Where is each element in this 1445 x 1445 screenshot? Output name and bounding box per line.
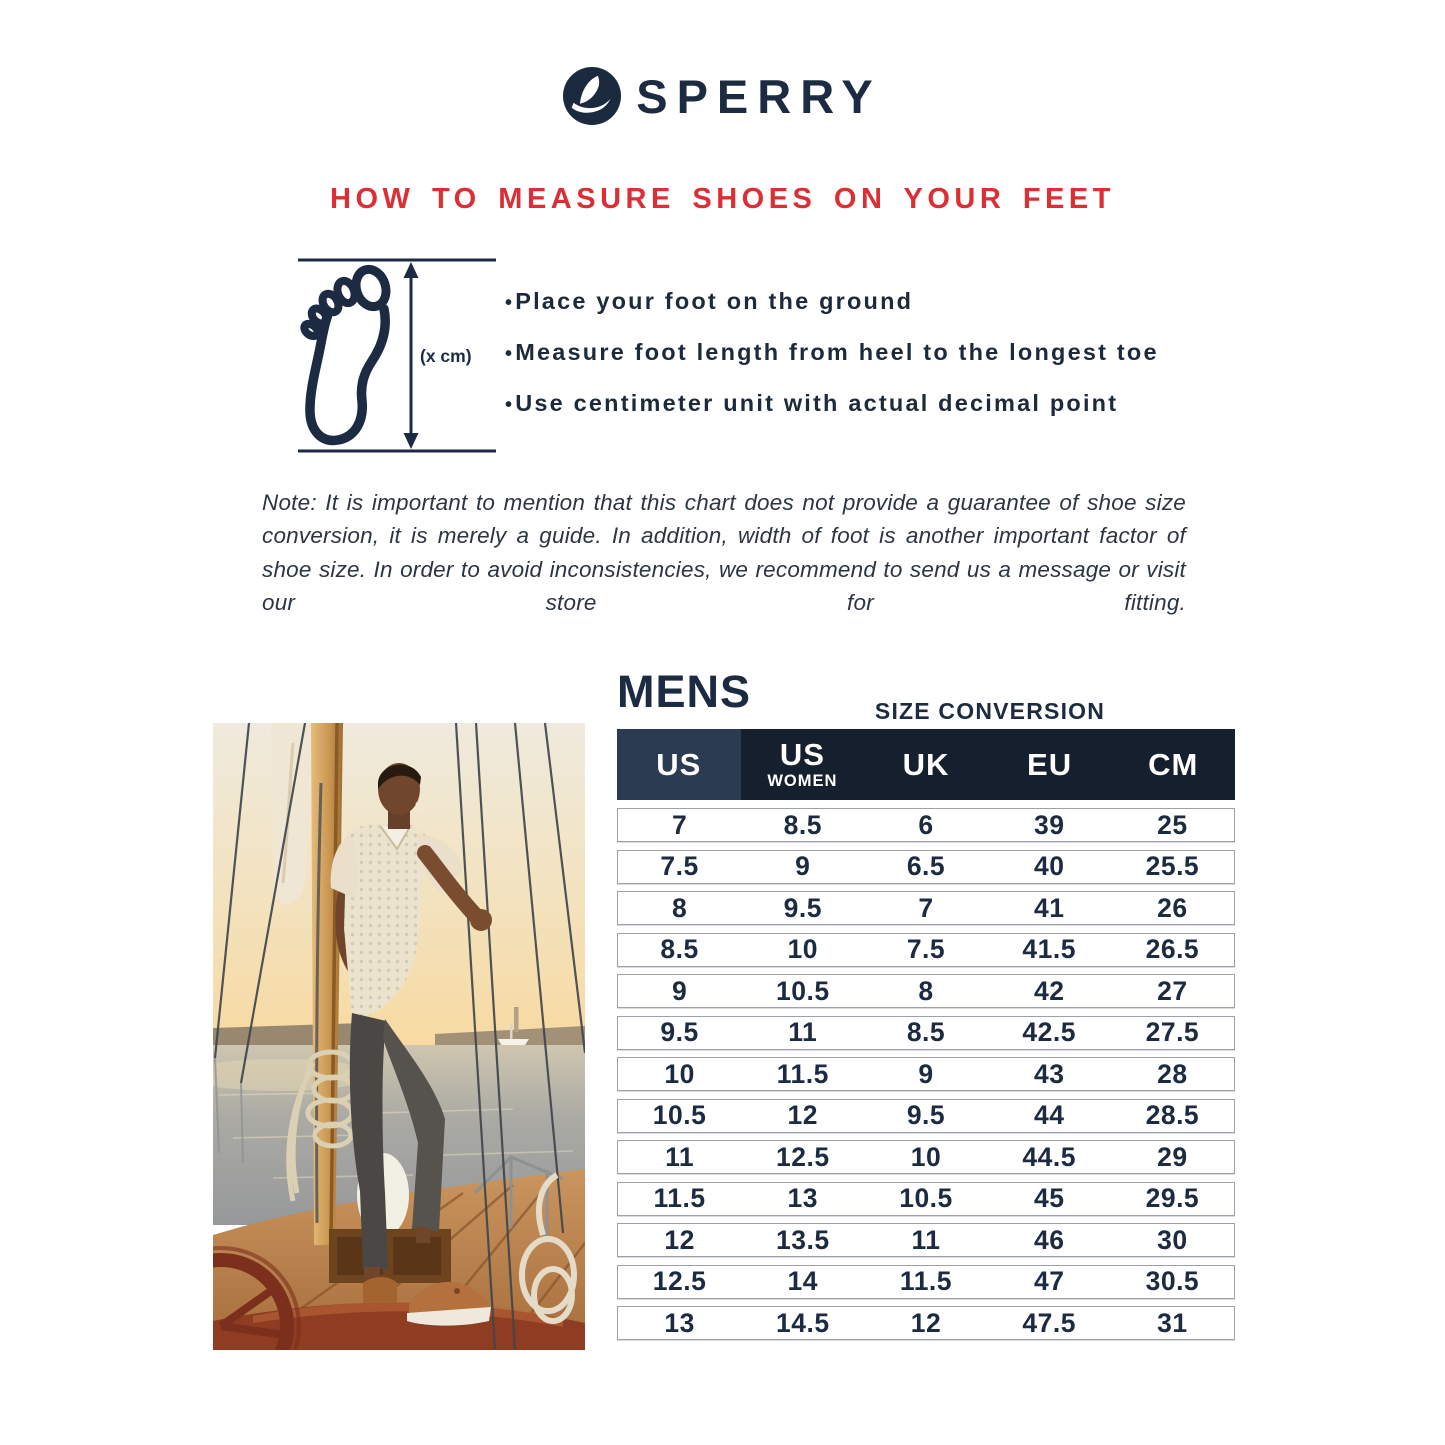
size-cell: 25	[1157, 809, 1188, 840]
deck-box	[329, 1229, 451, 1283]
size-row	[617, 891, 1235, 925]
chart-subtitle: SIZE CONVERSION	[874, 698, 1106, 724]
size-cell: 46	[1033, 1224, 1065, 1255]
bullet-text: Measure foot length from heel to the longest toe	[515, 339, 1159, 365]
size-cell: 42.5	[1022, 1017, 1076, 1047]
size-cell: 27.5	[1145, 1017, 1200, 1047]
footprint-icon	[302, 265, 391, 440]
size-cell: 9	[918, 1058, 934, 1089]
size-cell: 10.5	[899, 1183, 953, 1213]
column-header-eu: EU	[1027, 747, 1073, 782]
size-row	[617, 1223, 1235, 1257]
size-cell: 9.5	[783, 892, 822, 923]
size-row	[617, 1099, 1235, 1133]
size-cell: 28.5	[1145, 1100, 1200, 1130]
size-cell: 11	[788, 1017, 818, 1047]
foot-measure-diagram	[294, 250, 500, 462]
size-cell: 12	[910, 1307, 942, 1338]
size-cell: 44	[1033, 1100, 1065, 1130]
size-row	[617, 1057, 1235, 1091]
size-table-header	[617, 729, 1235, 800]
size-cell: 8.5	[906, 1017, 946, 1047]
size-cell: 10	[787, 934, 819, 964]
size-cell: 11	[665, 1141, 695, 1172]
size-cell: 9.5	[660, 1017, 699, 1047]
size-cell: 25.5	[1145, 851, 1200, 881]
size-table-body	[617, 808, 1235, 1340]
size-cell: 42	[1033, 975, 1065, 1006]
size-cell: 6.5	[906, 851, 946, 881]
size-row	[617, 933, 1235, 967]
size-cell: 7.5	[660, 851, 699, 881]
size-cell: 29	[1157, 1141, 1188, 1172]
column-header-us-women: US WOMEN	[767, 737, 838, 791]
size-row	[617, 808, 1235, 842]
size-cell: 7	[671, 809, 688, 840]
measure-bullet	[505, 337, 1185, 369]
size-cell: 28	[1157, 1058, 1188, 1089]
size-cell: 47	[1033, 1266, 1065, 1296]
size-row	[617, 1182, 1235, 1216]
size-conversion-chart	[617, 666, 1235, 1340]
size-row	[617, 1265, 1235, 1299]
disclaimer-note: Note: It is important to mention that this chart does not provide a guarantee of shoe size conversion, it is merely a guide. In addition, width of foot is another important factor of shoe size. In order to avoid inconsistencies, we recommend to send us a message or visit our store for fitting.	[262, 490, 1186, 616]
size-cell: 7	[918, 892, 934, 923]
size-cell: 10.5	[776, 975, 830, 1006]
size-cell: 7.5	[906, 934, 946, 964]
size-cell: 8.5	[660, 934, 699, 964]
size-cell: 11.5	[776, 1058, 829, 1089]
size-cell: 6	[918, 809, 934, 840]
size-cell: 9	[795, 851, 811, 881]
size-cell: 13	[787, 1183, 819, 1213]
size-cell: 8	[671, 892, 688, 923]
size-cell: 9.5	[906, 1100, 946, 1130]
size-cell: 10	[910, 1141, 942, 1172]
measure-bullet	[505, 388, 1185, 420]
size-cell: 45	[1033, 1183, 1065, 1213]
size-cell: 11.5	[899, 1266, 953, 1296]
size-cell: 14	[787, 1266, 819, 1296]
diagram-length-label: (x cm)	[420, 346, 472, 366]
size-cell: 26	[1157, 892, 1188, 923]
size-cell: 41	[1033, 892, 1065, 923]
size-cell: 47.5	[1022, 1307, 1076, 1338]
sperry-sailboat-logo-icon	[563, 67, 621, 125]
size-cell: 30.5	[1145, 1266, 1200, 1296]
column-header-uk: UK	[902, 747, 950, 782]
size-cell: 8	[918, 975, 934, 1006]
size-cell: 43	[1033, 1058, 1065, 1089]
size-cell: 13	[664, 1307, 695, 1338]
size-cell: 8.5	[783, 809, 822, 840]
size-cell: 13.5	[776, 1224, 830, 1255]
size-cell: 44.5	[1022, 1141, 1076, 1172]
section-title-mens: MENS	[617, 666, 752, 717]
size-row	[617, 850, 1235, 884]
size-cell: 41.5	[1022, 934, 1076, 964]
size-cell: 12	[787, 1100, 819, 1130]
size-cell: 26.5	[1145, 934, 1200, 964]
size-row	[617, 1016, 1235, 1050]
brand-header	[0, 64, 1445, 128]
size-cell: 12.5	[652, 1266, 707, 1296]
measure-bullets	[505, 286, 1185, 439]
size-cell: 31	[1157, 1307, 1188, 1338]
bullet-text: Place your foot on the ground	[515, 288, 914, 314]
size-row	[617, 1140, 1235, 1174]
size-cell: 11	[911, 1224, 941, 1255]
bullet-dot: •	[505, 394, 515, 416]
boat-photo	[213, 723, 585, 1350]
size-cell: 10	[664, 1058, 695, 1089]
brand-name: SPERRY	[636, 69, 882, 123]
bullet-dot: •	[505, 343, 515, 365]
measure-bullet	[505, 286, 1185, 318]
bullet-text: Use centimeter unit with actual decimal point	[515, 390, 1119, 416]
column-header-us: US	[617, 729, 741, 800]
size-cell: 40	[1033, 851, 1065, 881]
size-row	[617, 1306, 1235, 1340]
size-cell: 27	[1157, 975, 1188, 1006]
bullet-dot: •	[505, 292, 515, 314]
size-cell: 10.5	[652, 1100, 707, 1130]
sailboat-photo-illustration	[213, 723, 585, 1350]
size-cell: 12.5	[776, 1141, 830, 1172]
size-cell: 11.5	[653, 1183, 706, 1213]
size-cell: 12	[664, 1224, 695, 1255]
size-cell: 29.5	[1145, 1183, 1200, 1213]
size-cell: 14.5	[776, 1307, 830, 1338]
column-header-cm: CM	[1148, 747, 1199, 782]
size-cell: 39	[1033, 809, 1065, 840]
size-cell: 30	[1157, 1224, 1188, 1255]
size-row	[617, 974, 1235, 1008]
size-cell: 9	[671, 975, 688, 1006]
page-title: HOW TO MEASURE SHOES ON YOUR FEET	[330, 183, 1115, 215]
